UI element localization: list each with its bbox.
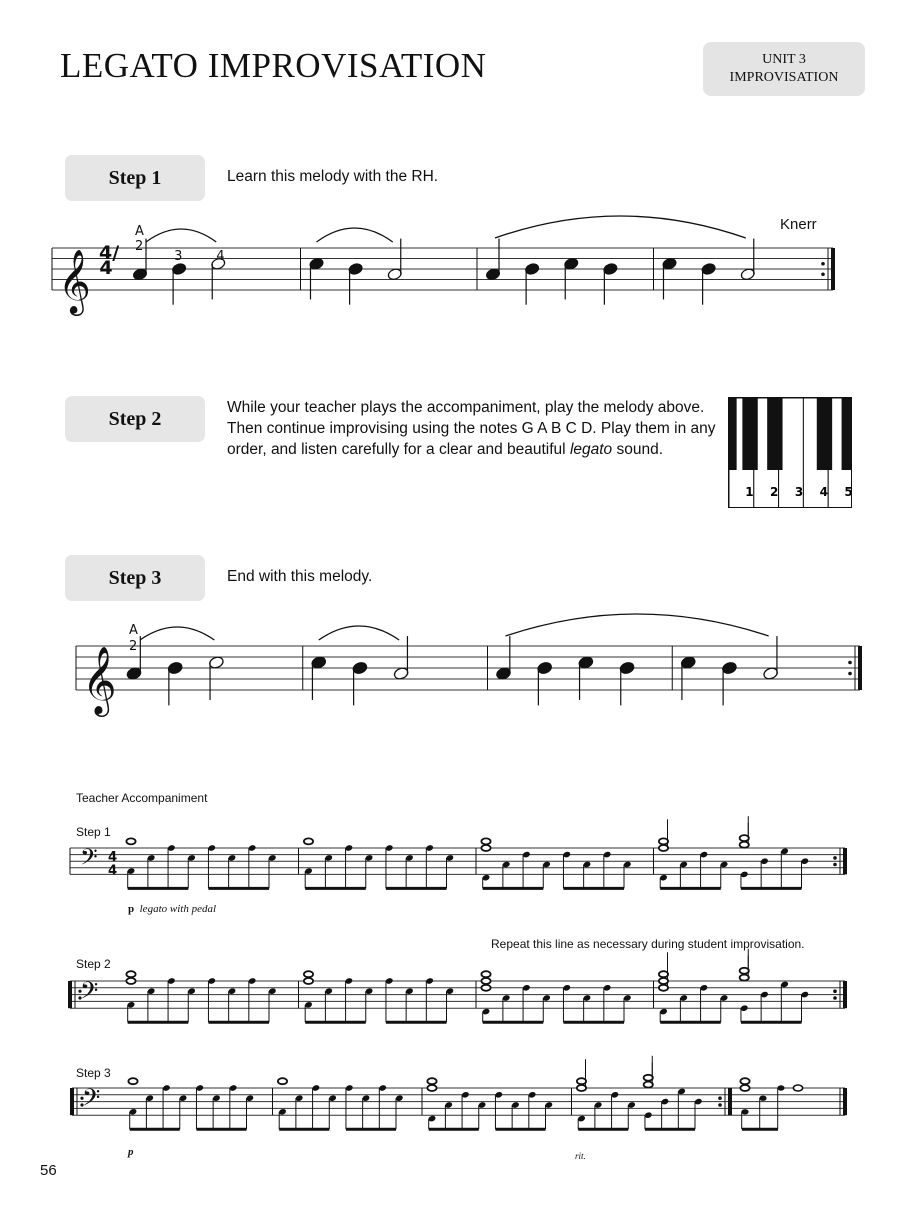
chord-note (740, 842, 749, 848)
expression: legato with pedal (139, 903, 217, 915)
eighth-note (759, 1096, 766, 1101)
chord-note (128, 1078, 137, 1084)
step3-note (619, 661, 635, 675)
acc-step-2-label: Step 2 (76, 957, 111, 971)
repeat-dot (821, 272, 825, 276)
treble-clef-icon: 𝄞 (82, 646, 117, 714)
finger-number: 4 (216, 249, 225, 264)
finger-number: 3 (794, 485, 804, 499)
repeat-dot (833, 989, 837, 993)
finger-number: 3 (174, 249, 183, 264)
step3-note (126, 667, 142, 681)
repeat-dot (821, 262, 825, 266)
step3-note (721, 661, 737, 675)
chord-note (740, 1078, 749, 1084)
rit-marking: rit. (575, 1151, 586, 1161)
instr-text-end: sound. (612, 441, 664, 458)
repeat-dot (848, 661, 852, 665)
repeat-dot (833, 856, 837, 860)
repeat-dot (718, 1103, 722, 1107)
hand-position: A (129, 623, 138, 638)
slur (146, 229, 216, 242)
chord-note (740, 835, 749, 841)
treble-clef-icon: 𝄞 (58, 249, 91, 314)
finger-number: 1 (745, 485, 754, 499)
chord-note (577, 1078, 586, 1084)
hand-position: A (135, 224, 144, 239)
chord-note (481, 985, 490, 991)
finger-number: 2 (129, 639, 138, 654)
finger-number: 5 (844, 485, 853, 499)
step-2-label: Step 2 (65, 396, 205, 442)
step3-note (208, 656, 224, 670)
slur (317, 228, 393, 242)
unit-number: UNIT 3 (762, 52, 806, 67)
dynamic-p: p (128, 903, 135, 915)
chord-note (659, 838, 668, 844)
chord-note (740, 968, 749, 974)
chord-note (427, 1085, 436, 1091)
composer: Knerr (780, 216, 817, 233)
unit-topic: IMPROVISATION (729, 70, 839, 85)
bass-clef-icon: 𝄢 (80, 843, 98, 877)
finger-number: 2 (770, 485, 779, 499)
chord-note (278, 1078, 287, 1084)
accompaniment-title: Teacher Accompaniment (76, 791, 208, 805)
instr-italic: legato (569, 441, 613, 458)
bass-clef-icon: 𝄢 (82, 1082, 101, 1117)
step3-note (495, 667, 511, 681)
chord-note (126, 971, 135, 977)
step-1-instruction: Learn this melody with the RH. (227, 168, 439, 185)
chord-note (740, 1085, 749, 1091)
chord-note (481, 838, 490, 844)
time-signature: 4/4 (99, 242, 120, 279)
chord-note (740, 975, 749, 981)
finger-number: 2 (135, 239, 144, 254)
repeat-dot (833, 996, 837, 1000)
step3-note (763, 667, 779, 681)
repeat-note: Repeat this line as necessary during student improvisation. (491, 937, 805, 951)
step3-note (578, 656, 594, 670)
chord-note (577, 1085, 586, 1091)
chord-note (481, 978, 490, 984)
eighth-note (777, 1085, 784, 1090)
step3-note (537, 661, 553, 675)
step-3-label: Step 3 (65, 555, 205, 601)
chord-note (659, 985, 668, 991)
chord-note (659, 845, 668, 851)
repeat-dot (718, 1096, 722, 1100)
time-signature-bottom: 4 (108, 863, 118, 879)
page-number: 56 (40, 1162, 57, 1179)
chord-note (126, 978, 135, 984)
chord-note (126, 838, 135, 844)
time-signature-top: 4 (108, 850, 118, 866)
page-title: LEGATO IMPROVISATION (60, 46, 487, 85)
chord-note (481, 845, 490, 851)
step3-note (680, 656, 696, 670)
repeat-dot (833, 863, 837, 867)
chord-note (481, 971, 490, 977)
chord-note (659, 971, 668, 977)
acc-step-3-label: Step 3 (76, 1066, 111, 1080)
chord-note (304, 971, 313, 977)
chord-note (659, 978, 668, 984)
finger-number: 4 (819, 485, 828, 499)
instr-text: While your teacher plays the accompaniment, play the melody above. Then continue improvising using the notes G A B C D. Play them in any order, and listen carefully for a clear and beautiful (227, 399, 716, 458)
acc-step-1-label: Step 1 (76, 825, 111, 839)
repeat-dot (848, 672, 852, 676)
half-note (793, 1085, 802, 1091)
slur (319, 626, 399, 640)
chord-note (304, 978, 313, 984)
eighth-note (741, 1109, 748, 1114)
chord-note (644, 1075, 653, 1081)
slur (506, 614, 769, 636)
slur (495, 216, 746, 238)
chord-note (427, 1078, 436, 1084)
slur (140, 627, 214, 640)
chord-note (644, 1082, 653, 1088)
step-3-instruction: End with this melody. (227, 568, 373, 585)
dynamic-p-2: p (128, 1146, 134, 1158)
bass-clef-icon: 𝄢 (80, 975, 99, 1010)
step3-note (311, 656, 327, 670)
step3-note (167, 661, 183, 675)
step-1-label: Step 1 (65, 155, 205, 201)
chord-note (304, 838, 313, 844)
step3-note (393, 667, 409, 681)
step3-note (352, 661, 368, 675)
